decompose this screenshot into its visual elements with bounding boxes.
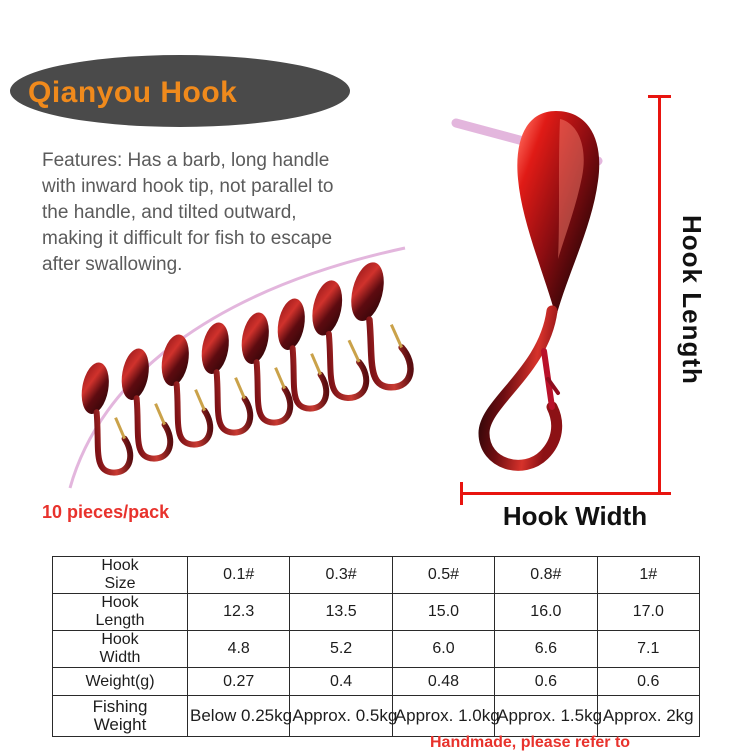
row-label-line: Size (104, 575, 136, 592)
specification-table (52, 556, 700, 737)
row-label-line: Width (99, 649, 141, 666)
row-label-fishing-weight-stack (55, 698, 185, 734)
table-row (53, 594, 700, 631)
table-row (53, 696, 700, 737)
row-label-line: Weight (93, 715, 147, 734)
cell-size: 0.3# (290, 557, 392, 594)
features-description: Features: Has a barb, long handle with inward hook tip, not parallel to the handle, and tilted outward, making it difficult for fish to escape after swallowing. (42, 150, 334, 275)
hook-width-measure-line (460, 492, 661, 495)
row-label-hook-width-stack (55, 631, 185, 667)
hook-length-measure-cap-top (648, 95, 671, 98)
footnote: Handmade, please refer to (430, 734, 631, 751)
hook-row-svg (60, 230, 420, 500)
row-label-hook-length-stack (55, 594, 185, 630)
pack-count (42, 500, 222, 524)
cell-hook-width: 6.6 (495, 631, 597, 668)
cell-weight: 0.6 (597, 668, 699, 696)
row-label-hook-size-stack (55, 557, 185, 593)
cell-size: 0.8# (495, 557, 597, 594)
product-image-area (430, 95, 730, 531)
row-label-line: Length (95, 612, 145, 629)
pack-count-number: 10 (42, 502, 63, 522)
cell-size: 1# (597, 557, 699, 594)
table-row (53, 557, 700, 594)
cell-fishing-weight: Below 0.25kg (188, 696, 290, 737)
row-label-hook-length (53, 594, 188, 631)
cell-hook-length: 15.0 (392, 594, 494, 631)
hook-row-illustration (60, 230, 420, 500)
cell-weight: 0.6 (495, 668, 597, 696)
row-label-hook-size (53, 557, 188, 594)
cell-weight: 0.27 (188, 668, 290, 696)
cell-weight: 0.48 (392, 668, 494, 696)
hook-length-measure-line (658, 95, 661, 495)
row-label-line: Weight(g) (85, 672, 155, 690)
cell-fishing-weight: Approx. 2kg (597, 696, 699, 737)
hook-width-measure-cap-left (460, 482, 463, 505)
cell-hook-width: 5.2 (290, 631, 392, 668)
row-label-fishing-weight (53, 696, 188, 737)
table-row (53, 631, 700, 668)
cell-weight: 0.4 (290, 668, 392, 696)
row-label-line: Hook (101, 557, 139, 574)
brand-name: Qianyou Hook (28, 76, 238, 109)
row-label-line: Fishing (92, 697, 148, 716)
table-row (53, 668, 700, 696)
row-label-weight-stack (55, 673, 185, 691)
pack-count-unit: pieces/pack (67, 502, 170, 522)
single-hook-svg (448, 103, 663, 488)
row-label-line: Hook (101, 631, 139, 648)
cell-hook-length: 16.0 (495, 594, 597, 631)
cell-hook-length: 13.5 (290, 594, 392, 631)
cell-fishing-weight: Approx. 1.5kg (495, 696, 597, 737)
row-label-hook-width (53, 631, 188, 668)
cell-hook-length: 12.3 (188, 594, 290, 631)
row-label-weight (53, 668, 188, 696)
cell-hook-width: 4.8 (188, 631, 290, 668)
cell-fishing-weight: Approx. 0.5kg (290, 696, 392, 737)
cell-hook-width: 6.0 (392, 631, 494, 668)
hook-length-label: Hook Length (677, 215, 707, 385)
single-hook-illustration (448, 103, 663, 488)
cell-size: 0.1# (188, 557, 290, 594)
hook-width-label: Hook Width (502, 501, 648, 531)
cell-fishing-weight: Approx. 1.0kg (392, 696, 494, 737)
cell-hook-width: 7.1 (597, 631, 699, 668)
cell-hook-length: 17.0 (597, 594, 699, 631)
row-label-line: Hook (101, 594, 139, 611)
cell-size: 0.5# (392, 557, 494, 594)
